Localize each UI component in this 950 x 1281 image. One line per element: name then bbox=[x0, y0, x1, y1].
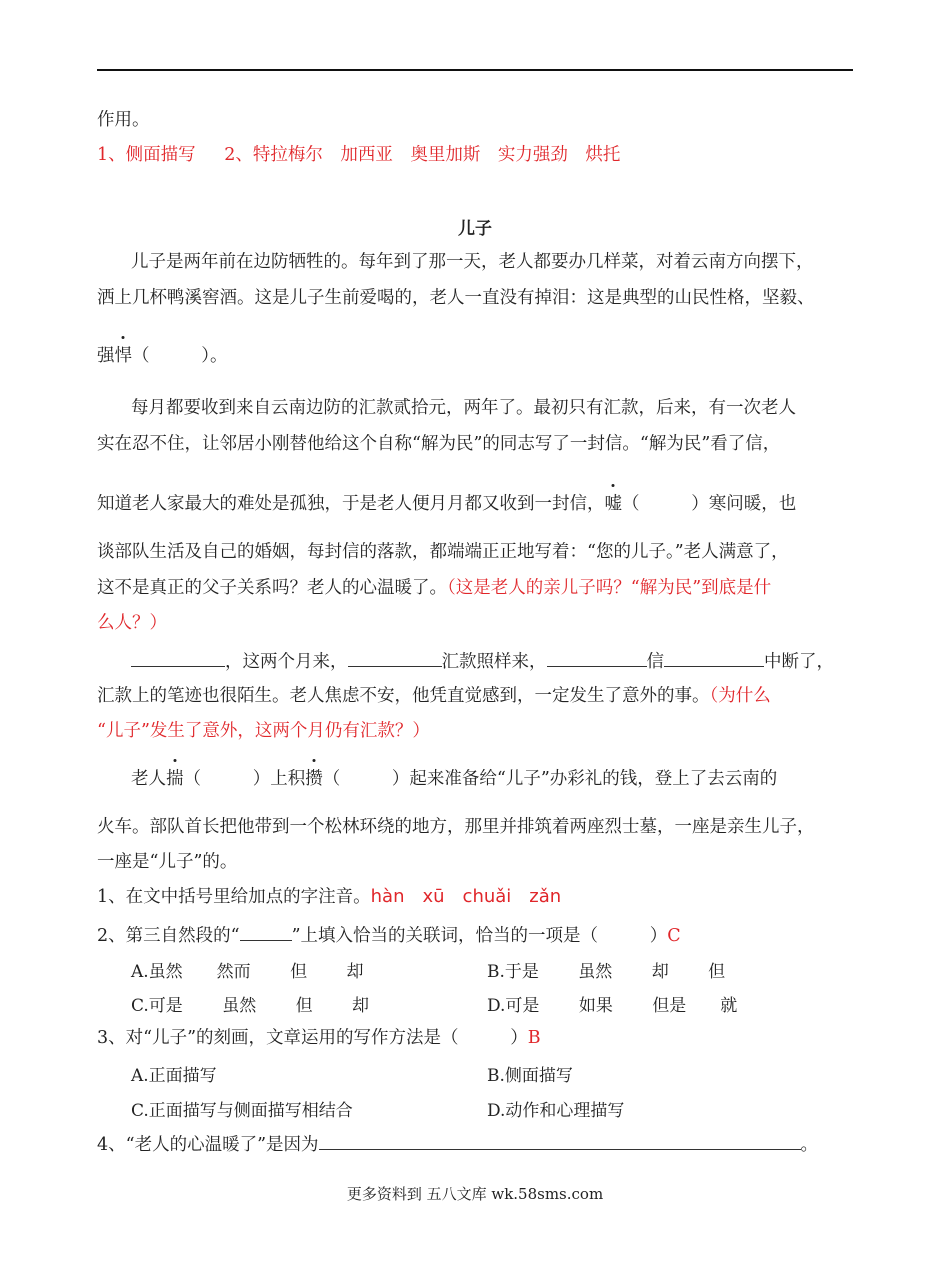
fill-blank-2[interactable] bbox=[348, 648, 442, 667]
q4-answer-blank[interactable] bbox=[319, 1131, 801, 1150]
p1-line3: 强悍（ ）。 bbox=[97, 346, 228, 366]
p4-line3: 一座是“儿子”的。 bbox=[97, 852, 238, 872]
fill-blank-4[interactable] bbox=[664, 648, 764, 667]
p4-line2: 火车。部队首长把他带到一个松林环绕的地方，那里并排筑着两座烈士墓，一座是亲生儿子， bbox=[97, 817, 815, 837]
p3-line2: 汇款上的笔迹也很陌生。老人焦虑不安，他凭直觉感到，一定发生了意外的事。（为什么 bbox=[97, 686, 771, 706]
q2-option-a[interactable]: A.虽然 然而 但 却 bbox=[131, 962, 364, 982]
footer: 更多资料到 五八文库 wk.58sms.com bbox=[346, 1185, 604, 1203]
q3-option-c[interactable]: C.正面描写与侧面描写相结合 bbox=[131, 1101, 353, 1121]
q2-option-c[interactable]: C.可是 虽然 但 却 bbox=[131, 996, 370, 1016]
question-3: 3、对“儿子”的刻画，文章运用的写作方法是（ ）B bbox=[97, 1028, 541, 1048]
answers-top: 1、侧面描写 2、特拉梅尔 加西亚 奥里加斯 实力强劲 烘托 bbox=[97, 145, 621, 165]
dotted-char-3: 揣 bbox=[166, 769, 184, 789]
p1-line1: 儿子是两年前在边防牺牲的。每年到了那一天，老人都要办几样菜，对着云南方向摆下， bbox=[131, 252, 814, 272]
p2-line1: 每月都要收到来自云南边防的汇款贰拾元，两年了。最初只有汇款，后来，有一次老人 bbox=[131, 398, 796, 418]
q3-answer: B bbox=[527, 1028, 541, 1048]
q2-blank bbox=[240, 922, 292, 941]
q2-answer: C bbox=[667, 926, 681, 946]
q2-option-d[interactable]: D.可是 如果 但是 就 bbox=[487, 996, 738, 1016]
dotted-char-1: 悍 bbox=[114, 346, 132, 366]
dotted-char-2: 嘘 bbox=[604, 494, 622, 514]
p2-line2: 实在忍不住，让邻居小刚替他给这个自称“解为民”的同志写了一封信。“解为民”看了信， bbox=[97, 434, 781, 454]
q3-option-d[interactable]: D.动作和心理描写 bbox=[487, 1101, 625, 1121]
question-2: 2、第三自然段的“ ”上填入恰当的关联词，恰当的一项是（ ）C bbox=[97, 922, 853, 948]
q3-option-b[interactable]: B.侧面描写 bbox=[487, 1066, 573, 1086]
q2-option-b[interactable]: B.于是 虽然 却 但 bbox=[487, 962, 726, 982]
header-rule bbox=[97, 69, 853, 71]
p2-line5: 这不是真正的父子关系吗？老人的心温暖了。（这是老人的亲儿子吗？“解为民”到底是什 bbox=[97, 578, 772, 598]
q1-answer: hàn xū chuǎi zǎn bbox=[370, 886, 562, 907]
p2-line6: 么人？） bbox=[97, 613, 167, 633]
p2-line4: 谈部队生活及自己的婚姻，每封信的落款，都端端正正地写着：“您的儿子。”老人满意了， bbox=[97, 542, 789, 562]
dotted-char-4: 攒 bbox=[305, 769, 323, 789]
p3-line3: “儿子”发生了意外，这两个月仍有汇款？） bbox=[97, 721, 430, 741]
p2-line3: 知道老人家最大的难处是孤独，于是老人便月月都又收到一封信，嘘（ ）寒问暖，也 bbox=[97, 494, 797, 514]
fill-blank-1[interactable] bbox=[131, 648, 225, 667]
p1-line2: 洒上几杯鸭溪窖酒。这是儿子生前爱喝的，老人一直没有掉泪：这是典型的山民性格，坚毅、 bbox=[97, 288, 815, 308]
q3-option-a[interactable]: A.正面描写 bbox=[131, 1066, 217, 1086]
top-text: 作用。 bbox=[97, 110, 150, 130]
question-4: 4、“老人的心温暖了”是因为 。 bbox=[97, 1131, 853, 1157]
p3-line1: ，这两个月来， 汇款照样来， 信 中断了， bbox=[131, 648, 853, 674]
story-title: 儿子 bbox=[458, 219, 492, 239]
fill-blank-3[interactable] bbox=[547, 648, 647, 667]
question-1: 1、在文中括号里给加点的字注音。hàn xū chuǎi zǎn bbox=[97, 886, 562, 907]
p4-line1: 老人揣（ ）上积攒（ ）起来准备给“儿子”办彩礼的钱，登上了去云南的 bbox=[131, 769, 778, 789]
